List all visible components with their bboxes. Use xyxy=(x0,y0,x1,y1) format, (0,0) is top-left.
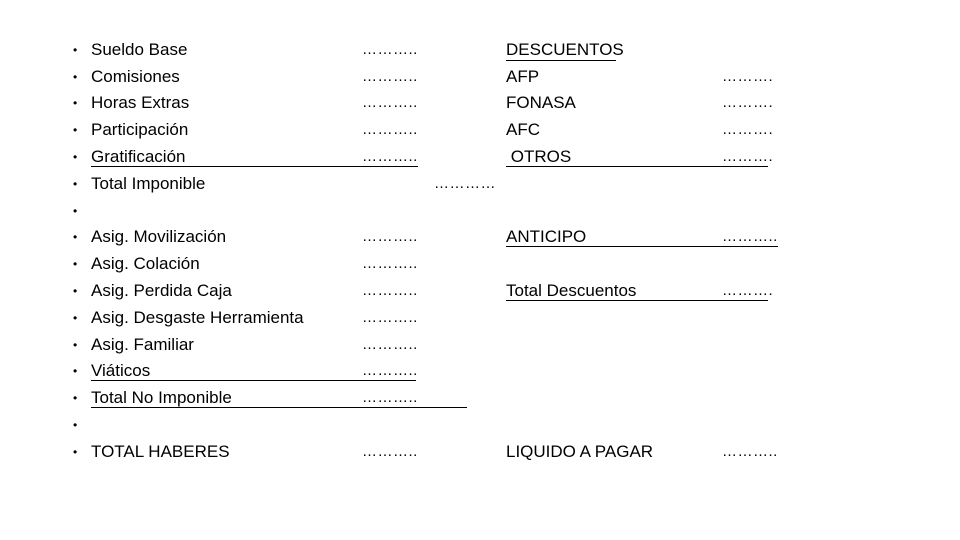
item-total-no-imponible: Total No Imponible xyxy=(91,388,232,407)
value-liquido-a-pagar: ……….. xyxy=(722,443,778,460)
value-participacion: ……….. xyxy=(362,121,418,138)
value-otros: ………. xyxy=(722,148,774,165)
bullet: • xyxy=(73,150,78,164)
bullet: • xyxy=(73,311,78,325)
bullet: • xyxy=(73,445,78,459)
value-anticipo: ……….. xyxy=(722,228,778,245)
bullet: • xyxy=(73,177,78,191)
item-asig-familiar: Asig. Familiar xyxy=(91,335,194,354)
item-gratificacion: Gratificación xyxy=(91,147,186,166)
value-horas-extras: ……….. xyxy=(362,94,418,111)
underline-otros-row xyxy=(506,166,768,167)
item-asig-colacion: Asig. Colación xyxy=(91,254,200,273)
value-afc: ………. xyxy=(722,121,774,138)
bullet: • xyxy=(73,43,78,57)
item-comisiones: Comisiones xyxy=(91,67,180,86)
value-asig-perdida-caja: ……….. xyxy=(362,282,418,299)
bullet: • xyxy=(73,364,78,378)
item-otros: OTROS xyxy=(506,147,572,166)
value-asig-colacion: ……….. xyxy=(362,255,418,272)
item-liquido-a-pagar: LIQUIDO A PAGAR xyxy=(506,442,654,461)
item-afc: AFC xyxy=(506,120,540,139)
item-participacion: Participación xyxy=(91,120,189,139)
bullet: • xyxy=(73,284,78,298)
value-asig-movilizacion: ……….. xyxy=(362,228,418,245)
value-afp: ………. xyxy=(722,68,774,85)
bullet: • xyxy=(73,96,78,110)
value-gratificacion: ……….. xyxy=(362,148,418,165)
value-fonasa: ………. xyxy=(722,94,774,111)
value-viaticos: ……….. xyxy=(362,362,418,379)
item-sueldo-base: Sueldo Base xyxy=(91,40,188,59)
item-afp: AFP xyxy=(506,67,540,86)
bullet: • xyxy=(73,70,78,84)
value-asig-desgaste: ……….. xyxy=(362,309,418,326)
item-asig-desgaste: Asig. Desgaste Herramienta xyxy=(91,308,304,327)
bullet: • xyxy=(73,204,78,218)
underline-viaticos-row xyxy=(91,380,416,381)
underline-total-no-imponible-row xyxy=(91,407,467,408)
item-asig-perdida-caja: Asig. Perdida Caja xyxy=(91,281,232,300)
bullet: • xyxy=(73,418,78,432)
underline-descuentos xyxy=(506,60,616,61)
item-anticipo: ANTICIPO xyxy=(506,227,587,246)
value-asig-familiar: ……….. xyxy=(362,336,418,353)
item-fonasa: FONASA xyxy=(506,93,576,112)
bullet: • xyxy=(73,230,78,244)
item-viaticos: Viáticos xyxy=(91,361,151,380)
item-horas-extras: Horas Extras xyxy=(91,93,190,112)
underline-anticipo-row xyxy=(506,246,778,247)
value-sueldo-base: ……….. xyxy=(362,41,418,58)
value-total-haberes: ……….. xyxy=(362,443,418,460)
underline-gratificacion-row xyxy=(91,166,418,167)
underline-total-descuentos-row xyxy=(506,300,768,301)
value-total-imponible: ………… xyxy=(434,175,496,192)
item-total-imponible: Total Imponible xyxy=(91,174,206,193)
value-comisiones: ……….. xyxy=(362,68,418,85)
item-asig-movilizacion: Asig. Movilización xyxy=(91,227,227,246)
bullet: • xyxy=(73,338,78,352)
bullet: • xyxy=(73,257,78,271)
heading-descuentos: DESCUENTOS xyxy=(506,40,624,59)
value-total-no-imponible: ……….. xyxy=(362,389,418,406)
item-total-haberes: TOTAL HABERES xyxy=(91,442,230,461)
item-total-descuentos: Total Descuentos xyxy=(506,281,637,300)
value-total-descuentos: ………. xyxy=(722,282,774,299)
bullet: • xyxy=(73,391,78,405)
bullet: • xyxy=(73,123,78,137)
